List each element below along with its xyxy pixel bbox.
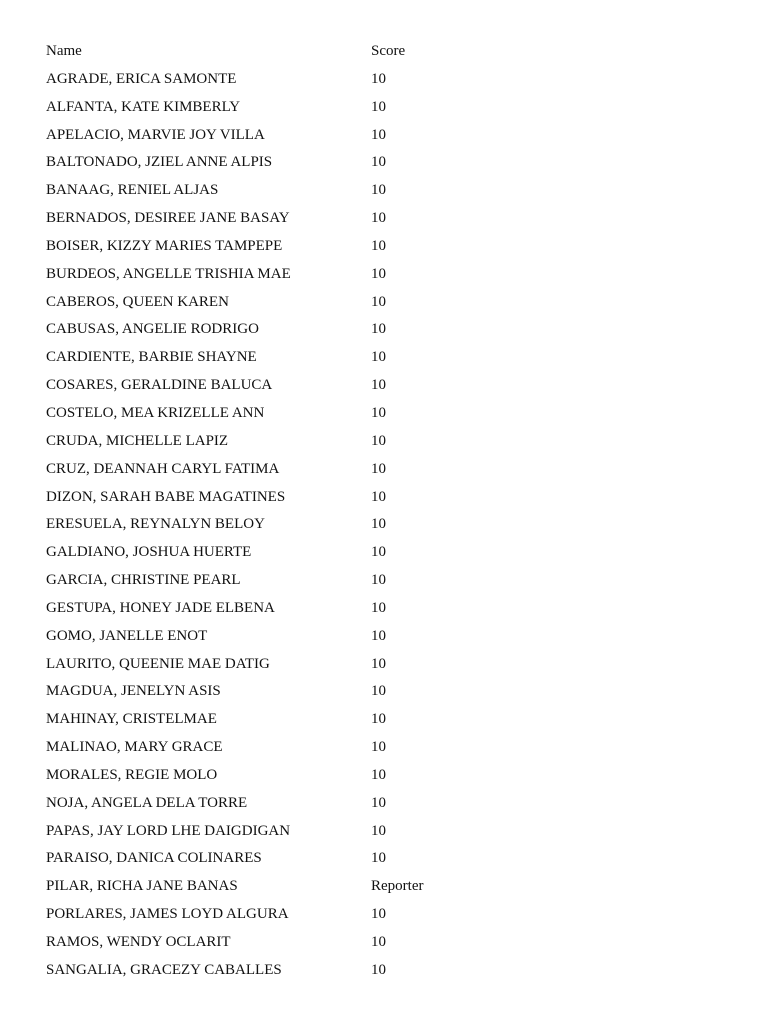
table-row <box>46 94 491 122</box>
table-row <box>46 316 491 344</box>
table-row <box>46 511 491 539</box>
student-score: 10 <box>371 265 386 282</box>
table-header-row <box>46 38 491 66</box>
table-row <box>46 149 491 177</box>
table-row <box>46 651 491 679</box>
header-score: Score <box>371 43 406 59</box>
student-name: LAURITO, QUEENIE MAE DATIG <box>46 655 270 672</box>
table-row <box>46 790 491 818</box>
student-name: PARAISO, DANICA COLINARES <box>46 850 262 867</box>
student-score: 10 <box>371 906 386 923</box>
student-score: 10 <box>371 349 386 366</box>
student-name: GARCIA, CHRISTINE PEARL <box>46 572 241 589</box>
table-row <box>46 122 491 150</box>
student-score: 10 <box>371 655 386 672</box>
student-name: DIZON, SARAH BABE MAGATINES <box>46 488 286 505</box>
student-name: CRUDA, MICHELLE LAPIZ <box>46 432 229 449</box>
score-table <box>46 38 491 985</box>
student-score: 10 <box>371 683 386 700</box>
student-name: GESTUPA, HONEY JADE ELBENA <box>46 599 275 616</box>
student-score: 10 <box>371 460 386 477</box>
student-name: CARDIENTE, BARBIE SHAYNE <box>46 349 257 366</box>
student-score: 10 <box>371 544 386 561</box>
student-name: MAHINAY, CRISTELMAE <box>46 711 217 728</box>
student-score: 10 <box>371 822 386 839</box>
table-row <box>46 205 491 233</box>
student-score: 10 <box>371 210 386 227</box>
table-row <box>46 623 491 651</box>
student-score: 10 <box>371 711 386 728</box>
student-name: APELACIO, MARVIE JOY VILLA <box>46 126 265 143</box>
table-row <box>46 261 491 289</box>
student-name: COSTELO, MEA KRIZELLE ANN <box>46 404 265 421</box>
table-row <box>46 344 491 372</box>
table-row <box>46 539 491 567</box>
table-row <box>46 400 491 428</box>
student-name: BURDEOS, ANGELLE TRISHIA MAE <box>46 265 291 282</box>
table-row <box>46 567 491 595</box>
student-name: AGRADE, ERICA SAMONTE <box>46 70 237 87</box>
student-name: RAMOS, WENDY OCLARIT <box>46 934 231 950</box>
student-score: Reporter <box>371 878 424 895</box>
student-score: 10 <box>371 794 386 811</box>
student-score: 10 <box>371 599 386 616</box>
table-row <box>46 595 491 623</box>
table-row <box>46 901 491 929</box>
student-name: GOMO, JANELLE ENOT <box>46 627 208 644</box>
student-name: MORALES, REGIE MOLO <box>46 766 218 783</box>
student-score: 10 <box>371 321 386 338</box>
student-name: BALTONADO, JZIEL ANNE ALPIS <box>46 154 273 171</box>
table-row <box>46 706 491 734</box>
student-score: 10 <box>371 126 386 143</box>
student-name: SANGALIA, GRACEZY CABALLES <box>46 961 282 978</box>
student-name: PAPAS, JAY LORD LHE DAIGDIGAN <box>46 822 291 839</box>
student-name: ALFANTA, KATE KIMBERLY <box>46 98 241 115</box>
student-score: 10 <box>371 850 386 867</box>
table-row <box>46 289 491 317</box>
student-score: 10 <box>371 627 386 644</box>
student-name: MAGDUA, JENELYN ASIS <box>46 683 221 700</box>
student-name: BOISER, KIZZY MARIES TAMPEPE <box>46 237 283 254</box>
table-row <box>46 484 491 512</box>
table-row <box>46 372 491 400</box>
student-score: 10 <box>371 182 386 199</box>
header-name: Name <box>46 43 82 59</box>
table-row <box>46 66 491 94</box>
table-row <box>46 762 491 790</box>
student-name: CABEROS, QUEEN KAREN <box>46 293 229 310</box>
student-name: BANAAG, RENIEL ALJAS <box>46 182 219 199</box>
student-score: 10 <box>371 154 386 171</box>
student-score: 10 <box>371 516 386 533</box>
student-name: CABUSAS, ANGELIE RODRIGO <box>46 321 259 338</box>
student-name: COSARES, GERALDINE BALUCA <box>46 377 273 394</box>
student-score: 10 <box>371 70 386 87</box>
table-row <box>46 734 491 762</box>
student-score: 10 <box>371 98 386 115</box>
student-score: 10 <box>371 488 386 505</box>
table-row <box>46 456 491 484</box>
student-score: 10 <box>371 377 386 394</box>
student-name: MALINAO, MARY GRACE <box>46 739 223 756</box>
student-name: ERESUELA, REYNALYN BELOY <box>46 516 265 533</box>
student-name: PILAR, RICHA JANE BANAS <box>46 878 238 895</box>
table-row <box>46 177 491 205</box>
student-score: 10 <box>371 404 386 421</box>
student-score: 10 <box>371 961 386 978</box>
table-row <box>46 929 491 957</box>
student-score: 10 <box>371 432 386 449</box>
student-score: 10 <box>371 739 386 756</box>
table-body <box>46 38 491 985</box>
student-score: 10 <box>371 572 386 589</box>
student-name: PORLARES, JAMES LOYD ALGURA <box>46 906 289 923</box>
student-score: 10 <box>371 237 386 254</box>
table-row <box>46 428 491 456</box>
table-row <box>46 957 491 985</box>
table-row <box>46 873 491 901</box>
table-row <box>46 233 491 261</box>
table-row <box>46 845 491 873</box>
student-score: 10 <box>371 934 386 950</box>
student-score: 10 <box>371 766 386 783</box>
student-name: BERNADOS, DESIREE JANE BASAY <box>46 210 290 227</box>
student-name: CRUZ, DEANNAH CARYL FATIMA <box>46 460 280 477</box>
table-row <box>46 678 491 706</box>
student-name: NOJA, ANGELA DELA TORRE <box>46 794 248 811</box>
table-row <box>46 818 491 846</box>
student-name: GALDIANO, JOSHUA HUERTE <box>46 544 252 561</box>
student-score: 10 <box>371 293 386 310</box>
